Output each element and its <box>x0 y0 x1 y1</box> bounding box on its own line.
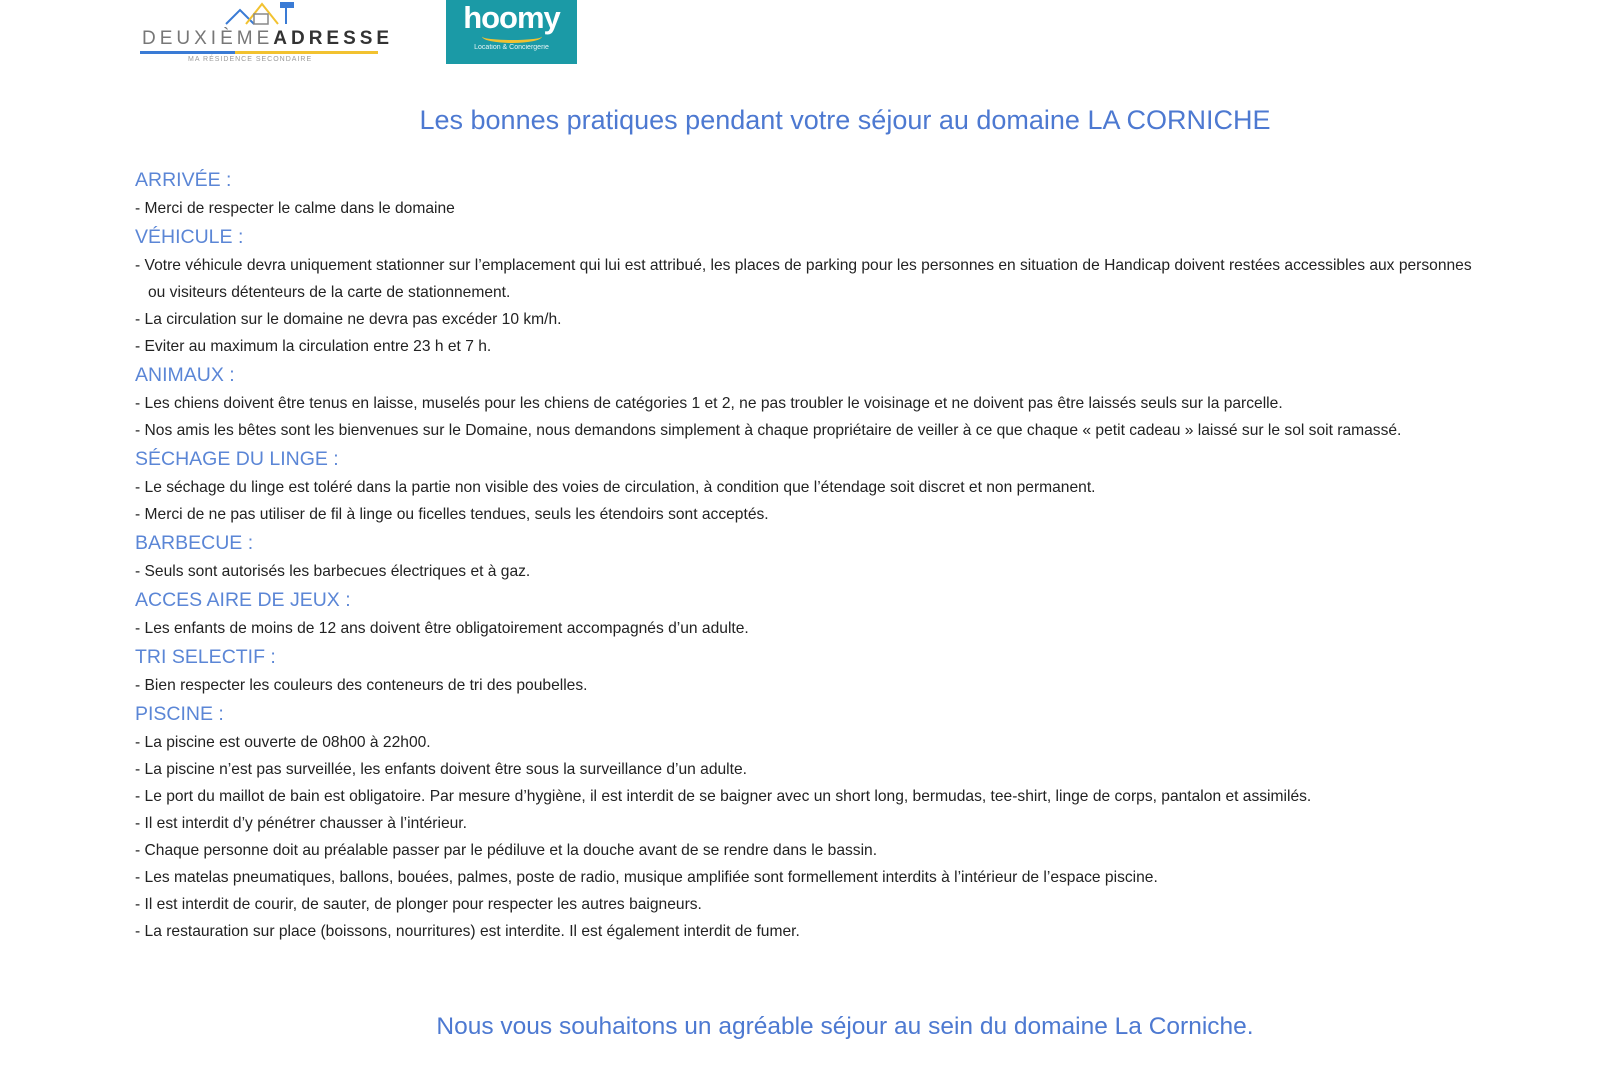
section-heading: BARBECUE : <box>135 532 254 554</box>
page-title: Les bonnes pratiques pendant votre séjour au domaine LA CORNICHE <box>419 105 1271 135</box>
section-heading: ANIMAUX : <box>135 364 235 386</box>
smile-swoosh-icon <box>482 30 542 43</box>
logo-underline <box>140 51 378 54</box>
rule-section <box>135 585 1475 642</box>
rule-section <box>135 222 1475 360</box>
logo-word-light: DEUXIÈME <box>142 28 274 49</box>
rule-item: - La restauration sur place (boissons, nourritures) est interdite. Il est également interdit de fumer. <box>135 923 800 940</box>
house-roofs-icon <box>224 0 304 26</box>
rules-content <box>135 165 1475 945</box>
rule-item: - Le séchage du linge est toléré dans la partie non visible des voies de circulation, à condition que l’étendage soit discret et non permanent. <box>135 479 1096 496</box>
rule-section <box>135 528 1475 585</box>
logo-tagline: MA RÉSIDENCE SECONDAIRE <box>188 56 313 63</box>
rule-section <box>135 699 1475 945</box>
rule-section <box>135 360 1475 444</box>
rule-item: - Merci de respecter le calme dans le domaine <box>135 200 455 217</box>
section-heading: TRI SELECTIF : <box>135 646 276 668</box>
logo-word-bold: ADRESSE <box>273 28 394 49</box>
rule-item: - Bien respecter les couleurs des conteneurs de tri des poubelles. <box>135 677 588 694</box>
rule-item: - Seuls sont autorisés les barbecues électriques et à gaz. <box>135 563 531 580</box>
rule-item: - Nos amis les bêtes sont les bienvenues sur le Domaine, nous demandons simplement à chaque propriétaire de veiller à ce que chaque « petit cadeau » laissé sur le sol soit ramassé. <box>135 422 1402 439</box>
rule-item: - Chaque personne doit au préalable passer par le pédiluve et la douche avant de se rendre dans le bassin. <box>135 842 878 859</box>
rule-section <box>135 444 1475 528</box>
rule-item: - Le port du maillot de bain est obligatoire. Par mesure d’hygiène, il est interdit de se baigner avec un short long, bermudas, tee-shirt, linge de corps, pantalon et assimilés. <box>135 788 1312 805</box>
section-heading: ACCES AIRE DE JEUX : <box>135 589 351 611</box>
rule-section <box>135 642 1475 699</box>
rule-item: - Votre véhicule devra uniquement stationner sur l’emplacement qui lui est attribué, les places de parking pour les personnes en situation de Handicap doivent restées accessibles aux personnes ou visiteurs détenteurs de la carte de stationnement. <box>135 257 1472 301</box>
rule-section <box>135 165 1475 222</box>
rule-item: - La circulation sur le domaine ne devra pas excéder 10 km/h. <box>135 311 562 328</box>
closing-message: Nous vous souhaitons un agréable séjour au sein du domaine La Corniche. <box>436 1013 1254 1040</box>
rule-item: - Les matelas pneumatiques, ballons, bouées, palmes, poste de radio, musique amplifiée sont formellement interdits à l’intérieur de l’espace piscine. <box>135 869 1158 886</box>
rule-item: - Il est interdit de courir, de sauter, de plonger pour respecter les autres baigneurs. <box>135 896 702 913</box>
rule-item: - Eviter au maximum la circulation entre 23 h et 7 h. <box>135 338 492 355</box>
rule-item: - Les enfants de moins de 12 ans doivent être obligatoirement accompagnés d’un adulte. <box>135 620 749 637</box>
hoomy-tagline: Location & Conciergerie <box>474 44 549 51</box>
rule-item: - La piscine n’est pas surveillée, les enfants doivent être sous la surveillance d’un adulte. <box>135 761 747 778</box>
section-heading: SÉCHAGE DU LINGE : <box>135 448 339 470</box>
deuxieme-adresse-logo <box>138 0 394 68</box>
rule-item: - Les chiens doivent être tenus en laisse, muselés pour les chiens de catégories 1 et 2, ne pas troubler le voisinage et ne doivent pas être laissés seuls sur la parcelle. <box>135 395 1283 412</box>
rule-item: - La piscine est ouverte de 08h00 à 22h00. <box>135 734 431 751</box>
hoomy-logo <box>446 0 577 64</box>
hoomy-wordmark: hoomy <box>463 0 560 35</box>
section-heading: VÉHICULE : <box>135 226 244 248</box>
rule-item: - Il est interdit d’y pénétrer chausser à l’intérieur. <box>135 815 467 832</box>
section-heading: PISCINE : <box>135 703 224 725</box>
deuxieme-adresse-wordmark <box>142 28 393 50</box>
section-heading: ARRIVÉE : <box>135 169 232 191</box>
rule-item: - Merci de ne pas utiliser de fil à linge ou ficelles tendues, seuls les étendoirs sont acceptés. <box>135 506 769 523</box>
